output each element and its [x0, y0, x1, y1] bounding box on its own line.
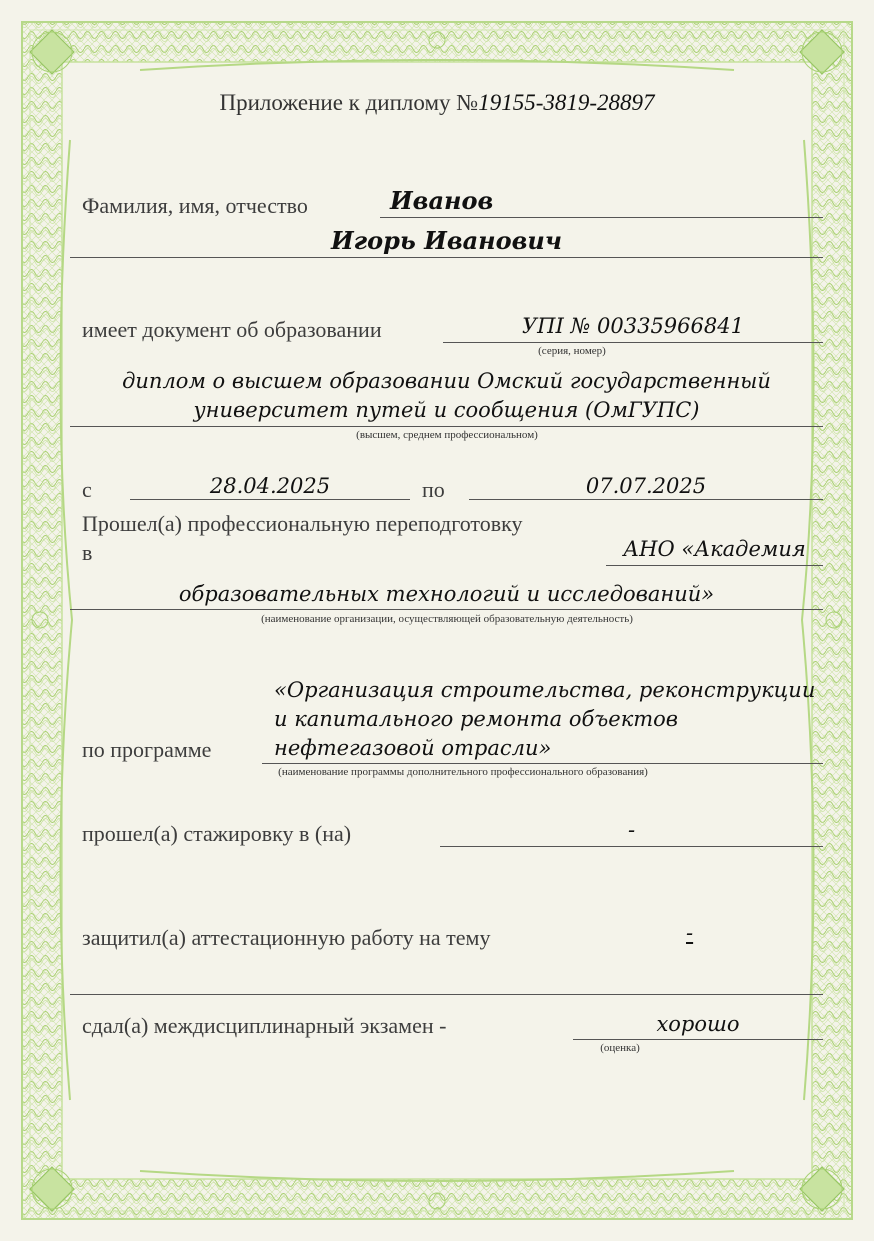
thesis-value: -: [686, 921, 694, 945]
name-line: [70, 257, 823, 258]
education-line-1: диплом о высшем образовании Омский государственный: [122, 369, 771, 393]
exam-grade-line: [573, 1039, 823, 1040]
thesis-label: защитил(а) аттестационную работу на тему: [82, 925, 491, 950]
organization-line-1-rule: [606, 565, 823, 566]
period-from-line: [130, 499, 410, 500]
appendix-number: 19155-3819-28897: [478, 90, 655, 115]
internship-label: прошел(а) стажировку в (на): [82, 821, 352, 846]
document-title: [0, 90, 874, 116]
doc-number-hint: (серия, номер): [538, 345, 606, 357]
education-line-2: университет путей и сообщения (ОмГУПС): [193, 398, 700, 422]
organization-hint: (наименование организации, осуществляющей образовательную деятельность): [261, 613, 633, 625]
organization-line-2: образовательных технологий и исследований»: [178, 582, 715, 606]
retraining-in-label: в: [82, 540, 93, 565]
fio-label: Фамилия, имя, отчество: [82, 193, 308, 218]
name-patronymic: Игорь Иванович: [330, 226, 562, 255]
period-to-label: по: [422, 477, 445, 502]
internship-line: [440, 846, 823, 847]
thesis-line: [70, 994, 823, 995]
title-prefix: Приложение к диплому №: [219, 90, 479, 115]
surname-line: [380, 217, 823, 218]
organization-line-2-rule: [70, 609, 823, 610]
period-to-line: [469, 499, 823, 500]
program-line-2: и капитального ремонта объектов: [274, 707, 679, 731]
program-rule: [262, 763, 823, 764]
program-label: по программе: [82, 737, 212, 762]
program-line-3: нефтегазовой отрасли»: [274, 736, 552, 760]
program-hint: (наименование программы дополнительного профессионального образования): [278, 766, 648, 778]
education-doc-number: УПІ № 00335966841: [522, 314, 744, 338]
period-to-date: 07.07.2025: [585, 474, 707, 498]
surname: Иванов: [390, 186, 494, 215]
organization-line-1: АНО «Академия: [623, 537, 806, 561]
education-doc-line: [443, 342, 823, 343]
internship-value: -: [627, 818, 636, 842]
education-description-line: [70, 426, 823, 427]
period-from-date: 28.04.2025: [209, 474, 331, 498]
program-line-1: «Организация строительства, реконструкции: [274, 678, 816, 702]
exam-label: сдал(а) междисциплинарный экзамен -: [82, 1013, 447, 1038]
period-from-label: с: [82, 477, 92, 502]
exam-grade: хорошо: [656, 1012, 740, 1036]
education-level-hint: (высшем, среднем профессиональном): [356, 429, 538, 441]
exam-grade-hint: (оценка): [600, 1042, 640, 1054]
education-label: имеет документ об образовании: [82, 317, 382, 342]
retraining-label: Прошел(а) профессиональную переподготовку: [82, 511, 523, 536]
